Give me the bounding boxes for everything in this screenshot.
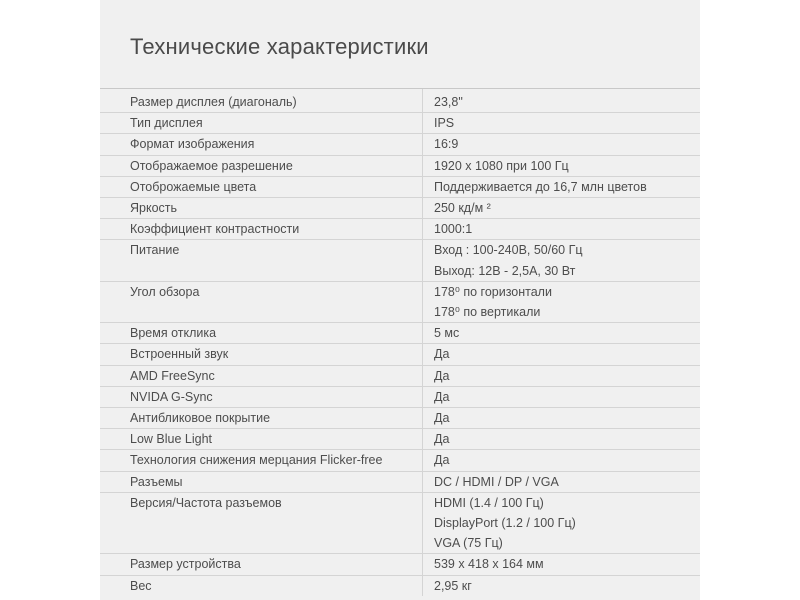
spec-values	[423, 323, 700, 343]
spec-value: Да	[434, 389, 450, 404]
spec-value: 250 кд/м ²	[434, 201, 491, 216]
spec-values	[423, 554, 700, 574]
spec-value: Выход: 12В - 2,5А, 30 Вт	[434, 263, 576, 278]
spec-label: Версия/Частота разъемов	[100, 493, 423, 554]
spec-values	[423, 344, 700, 364]
spec-label: Тип дисплея	[100, 113, 423, 133]
specs-table	[100, 88, 700, 596]
spec-label: Время отклика	[100, 323, 423, 343]
spec-value: Поддерживается до 16,7 млн цветов	[434, 179, 647, 194]
spec-label: Угол обзора	[100, 282, 423, 322]
spec-values	[423, 219, 700, 239]
spec-label: Коэффициент контрастности	[100, 219, 423, 239]
spec-value: 178⁰ по вертикали	[434, 305, 541, 320]
spec-label: Яркость	[100, 198, 423, 218]
spec-row	[100, 449, 700, 470]
spec-values	[423, 177, 700, 197]
spec-label: Размер устройства	[100, 554, 423, 574]
spec-values	[423, 113, 700, 133]
spec-label: Питание	[100, 240, 423, 280]
spec-row	[100, 281, 700, 322]
spec-label: Технология снижения мерцания Flicker-free	[100, 450, 423, 470]
spec-value: 23,8"	[434, 95, 463, 109]
spec-row	[100, 407, 700, 428]
spec-value: Да	[434, 432, 450, 447]
spec-values	[423, 240, 700, 280]
spec-value: Да	[434, 411, 450, 426]
spec-value: 178⁰ по горизонтали	[434, 284, 552, 299]
spec-label: Антибликовое покрытие	[100, 408, 423, 428]
spec-label: Отображаемое разрешение	[100, 156, 423, 176]
specs-panel	[100, 0, 700, 600]
spec-values	[423, 576, 700, 596]
spec-values	[423, 408, 700, 428]
spec-values	[423, 366, 700, 386]
spec-row	[100, 386, 700, 407]
spec-value: IPS	[434, 116, 455, 131]
spec-row	[100, 471, 700, 492]
spec-row	[100, 322, 700, 343]
spec-label: NVIDA G-Sync	[100, 387, 423, 407]
spec-value: 5 мс	[434, 326, 460, 341]
spec-row	[100, 343, 700, 364]
spec-value: DisplayPort (1.2 / 100 Гц)	[434, 516, 576, 531]
spec-label: Встроенный звук	[100, 344, 423, 364]
spec-values	[423, 134, 700, 154]
spec-value: 539 x 418 x 164 мм	[434, 557, 544, 572]
spec-row	[100, 133, 700, 154]
spec-row	[100, 218, 700, 239]
spec-label: Размер дисплея (диагональ)	[100, 89, 423, 112]
spec-row	[100, 492, 700, 554]
spec-row	[100, 365, 700, 386]
spec-values	[423, 198, 700, 218]
spec-value: 1000:1	[434, 222, 473, 237]
spec-label: Формат изображения	[100, 134, 423, 154]
spec-row	[100, 88, 700, 112]
spec-row	[100, 428, 700, 449]
spec-value: 16:9	[434, 137, 459, 152]
spec-row	[100, 176, 700, 197]
spec-value: HDMI (1.4 / 100 Гц)	[434, 495, 544, 510]
spec-row	[100, 197, 700, 218]
spec-label: Разъемы	[100, 472, 423, 492]
spec-value: 1920 x 1080 при 100 Гц	[434, 158, 569, 173]
spec-values	[423, 472, 700, 492]
spec-label: AMD FreeSync	[100, 366, 423, 386]
spec-values	[423, 89, 700, 112]
spec-value: Вход : 100-240В, 50/60 Гц	[434, 243, 583, 258]
spec-row	[100, 239, 700, 280]
spec-value: VGA (75 Гц)	[434, 536, 503, 551]
spec-row	[100, 553, 700, 574]
spec-values	[423, 450, 700, 470]
spec-values	[423, 156, 700, 176]
page-title: Технические характеристики	[130, 34, 429, 59]
spec-label: Вес	[100, 576, 423, 596]
spec-value: 2,95 кг	[434, 578, 472, 593]
spec-value: Да	[434, 347, 450, 362]
spec-row	[100, 155, 700, 176]
spec-values	[423, 493, 700, 554]
spec-row	[100, 112, 700, 133]
spec-values	[423, 429, 700, 449]
spec-value: Да	[434, 368, 450, 383]
spec-label: Отоброжаемые цвета	[100, 177, 423, 197]
spec-label: Low Blue Light	[100, 429, 423, 449]
spec-row	[100, 575, 700, 596]
spec-values	[423, 387, 700, 407]
spec-values	[423, 282, 700, 322]
spec-value: Да	[434, 453, 450, 468]
spec-value: DC / HDMI / DP / VGA	[434, 474, 559, 489]
